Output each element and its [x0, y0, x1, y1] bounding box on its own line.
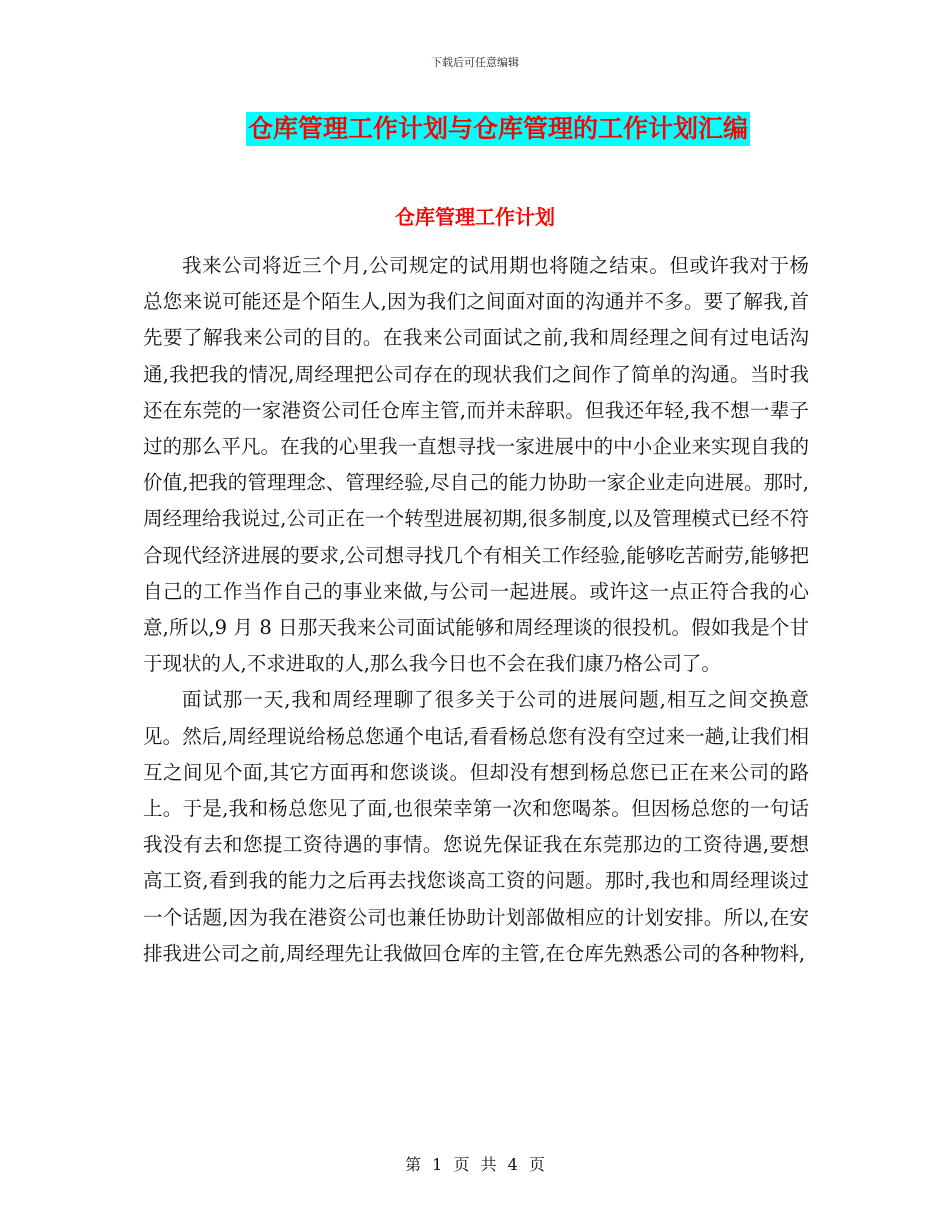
- paragraph-2: 面试那一天,我和周经理聊了很多关于公司的进展问题,相互之间交换意见。然后,周经理说给杨总您通个电话,看看杨总您有没有空过来一趟,让我们相互之间见个面,其它方面再和您谈谈。但却没有想到杨总您已正在来公司的路上。于是,我和杨总您见了面,也很荣幸第一次和您喝茶。但因杨总您的一句话我没有去和您提工资待遇的事情。您说先保证我在东莞那边的工资待遇,要想高工资,看到我的能力之后再去找您谈高工资的问题。那时,我也和周经理谈过一个话题,因为我在港资公司也兼任协助计划部做相应的计划安排。所以,在安排我进公司之前,周经理先让我做回仓库的主管,在仓库先熟悉公司的各种物料,: [143, 688, 809, 965]
- section-title: 仓库管理工作计划: [395, 205, 555, 229]
- page-footer: 第 1 页 共 4 页: [405, 1155, 545, 1174]
- document-body: [143, 248, 809, 972]
- document-title-container: [0, 112, 950, 146]
- header-note: 下载后可任意编辑: [431, 56, 519, 69]
- paragraph-1: 我来公司将近三个月,公司规定的试用期也将随之结束。但或许我对于杨总您来说可能还是个陌生人,因为我们之间面对面的沟通并不多。要了解我,首先要了解我来公司的目的。在我来公司面试之前,我和周经理之间有过电话沟通,我把我的情况,周经理把公司存在的现状我们之间作了简单的沟通。当时我还在东莞的一家港资公司任仓库主管,而并未辞职。但我还年轻,我不想一辈子过的那么平凡。在我的心里我一直想寻找一家进展中的中小企业来实现自我的价值,把我的管理理念、管理经验,尽自己的能力协助一家企业走向进展。那时,周经理给我说过,公司正在一个转型进展初期,很多制度,以及管理模式已经不符合现代经济进展的要求,公司想寻找几个有相关工作经验,能够吃苦耐劳,能够把自己的工作当作自己的事业来做,与公司一起进展。或许这一点正符合我的心意,所以,9 月 8 日那天我来公司面试能够和周经理谈的很投机。假如我是个甘于现状的人,不求进取的人,那么我今日也不会在我们康乃格公司了。: [143, 254, 809, 676]
- document-title: 仓库管理工作计划与仓库管理的工作计划汇编: [246, 112, 750, 146]
